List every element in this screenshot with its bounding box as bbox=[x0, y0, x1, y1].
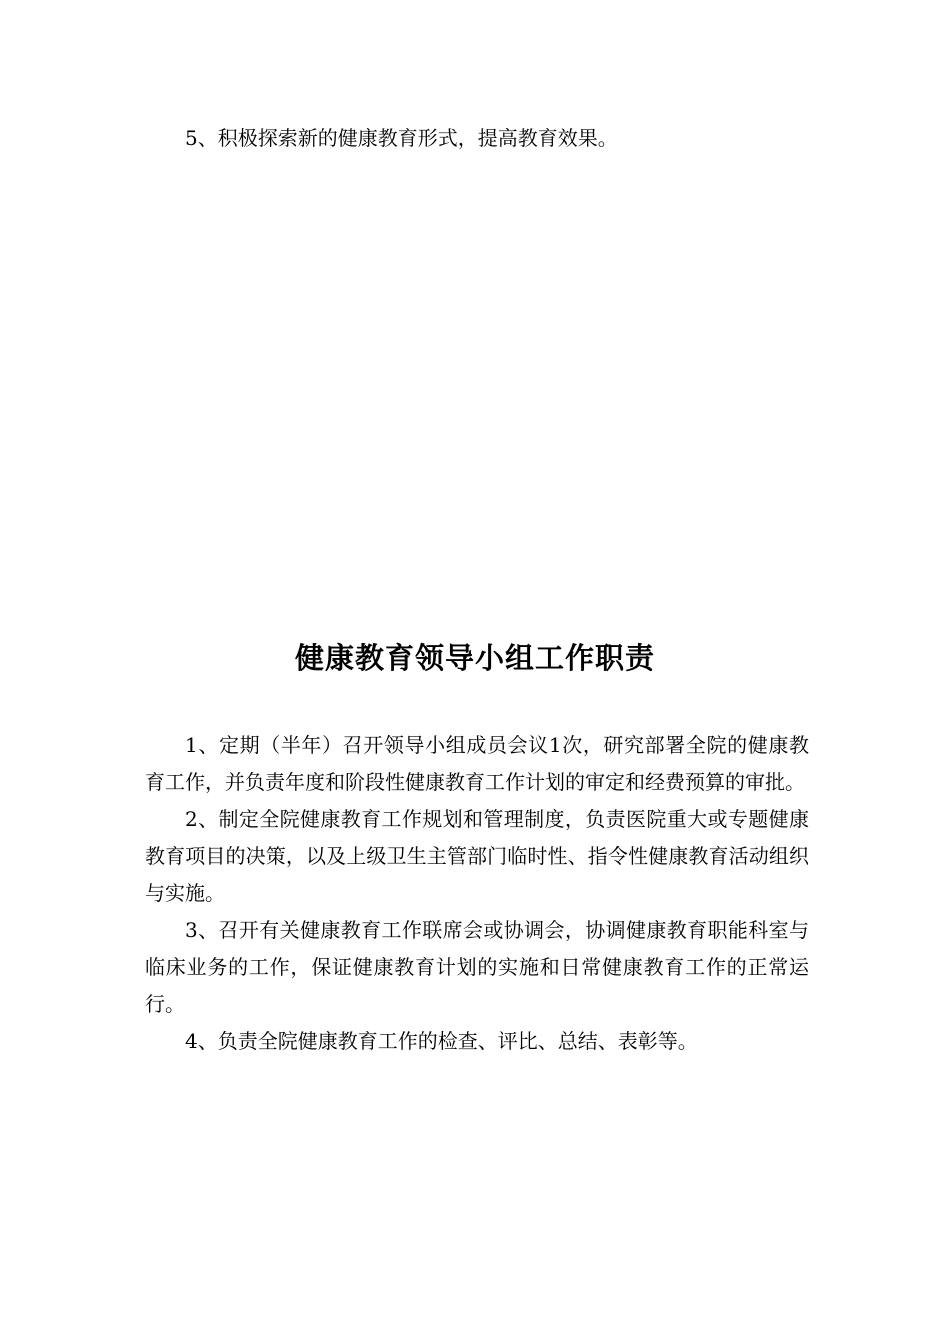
duty-item-2: 2、制定全院健康教育工作规划和管理制度，负责医院重大或专题健康教育项目的决策，以及上级卫生主管部门临时性、指令性健康教育活动组织与实施。 bbox=[145, 807, 809, 905]
paragraph-item-5: 5、积极探索新的健康教育形式，提高教育效果。 bbox=[185, 126, 618, 150]
section-title: 健康教育领导小组工作职责 bbox=[294, 641, 655, 675]
duty-item-1: 1、定期（半年）召开领导小组成员会议1次，研究部署全院的健康教育工作，并负责年度和阶段性健康教育工作计划的审定和经费预算的审批。 bbox=[145, 733, 809, 794]
section-body bbox=[145, 727, 809, 1060]
duty-item-4: 4、负责全院健康教育工作的检查、评比、总结、表彰等。 bbox=[185, 1029, 698, 1053]
duty-item-3: 3、召开有关健康教育工作联席会或协调会，协调健康教育职能科室与临床业务的工作，保证健康教育计划的实施和日常健康教育工作的正常运行。 bbox=[145, 918, 809, 1016]
